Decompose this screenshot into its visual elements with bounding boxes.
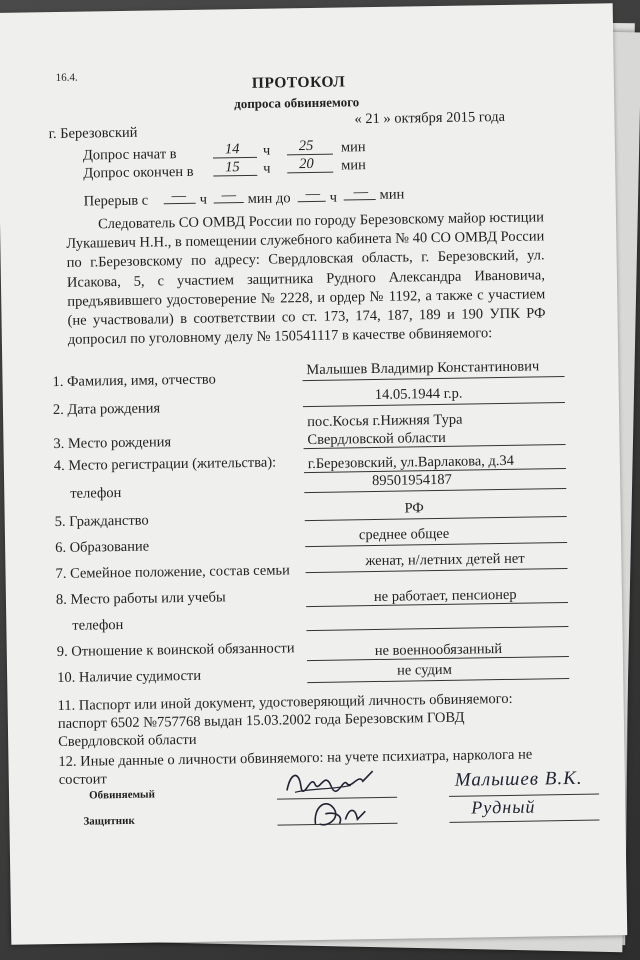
start-h-unit: ч — [262, 142, 271, 159]
protocol-page — [0, 3, 627, 945]
end-hour: 15 — [225, 159, 240, 176]
field-11-line-2: паспорт 6502 №757768 выдан 15.03.2002 года Березовским ГОВД — [57, 709, 465, 733]
field-10-value: не судим — [396, 661, 452, 679]
break-minute-to: — — [353, 184, 369, 201]
field-6-label: 6. Образование — [55, 538, 150, 557]
field-12-line-1: 12. Иные данные о личности обвиняемого: на учете психиатра, нарколога не — [58, 746, 533, 771]
start-min-unit: мин — [340, 139, 366, 156]
doc-title: ПРОТОКОЛ — [251, 73, 346, 92]
field-3-value-1: пос.Косья г.Нижняя Тура — [307, 411, 463, 431]
break-label: Перерыв с — [83, 192, 149, 210]
accused-name-handwritten: Малышев В.К. — [454, 767, 583, 791]
break-hour-to-line — [298, 201, 326, 202]
defender-signature-scribble — [305, 793, 386, 834]
field-3-label: 3. Место рождения — [53, 434, 172, 453]
field-12-line-2: состоит — [58, 771, 107, 789]
end-min-unit: мин — [341, 157, 366, 174]
field-2-value: 14.05.1944 г.р. — [374, 385, 463, 404]
field-1-label: 1. Фамилия, имя, отчество — [52, 371, 216, 391]
break-hour-to: — — [305, 185, 321, 203]
field-6-value: среднее общее — [358, 525, 450, 544]
break-h-unit-2: ч — [329, 189, 338, 206]
break-min-unit: мин — [379, 186, 405, 203]
intro-paragraph: Следователь СО ОМВД России по городу Березовскому майор юстиции Лукашевич Н.Н., в помещении служебного кабинета № 40 СО ОМВД России по г.Березовскому по адресу: Свердловская область, г. Березовский, ул. Исакова, 5, с участием защитника Рудного Александра Ивановича, предъявившего удостоверение № 2228, и ордер № 1192, а также с участием (не участвовали) в соответствии со ст. 173, 174, 187, 189 и 190 УПК РФ допросил по уголовному делу № 150541117 в качестве обвиняемого: — [66, 209, 546, 349]
defender-name-handwritten: Рудный — [471, 796, 536, 818]
field-10-label: 10. Наличие судимости — [57, 667, 202, 687]
field-4-label: 4. Место регистрации (жительства): — [53, 454, 277, 475]
field-8-value: не работает, пенсионер — [373, 586, 517, 606]
field-1-value: Малышев Владимир Константинович — [306, 358, 540, 379]
end-minute: 20 — [299, 155, 314, 173]
protocol-date: « 21 » октября 2015 года — [354, 108, 506, 128]
city: г. Березовский — [48, 124, 138, 143]
start-hour: 14 — [224, 141, 240, 158]
defender-signature-label: Защитник — [83, 814, 135, 828]
end-label: Допрос окончен в — [83, 163, 194, 182]
break-h-unit: ч — [199, 191, 208, 208]
start-minute: 25 — [298, 137, 314, 155]
accused-signature-label: Обвиняемый — [88, 788, 156, 802]
field-7-label: 7. Семейное положение, состав семьи — [55, 562, 290, 583]
break-hour-from: — — [171, 187, 187, 205]
end-hour-line — [213, 175, 257, 177]
end-minute-line — [287, 172, 333, 174]
field-9-label: 9. Отношение к воинской обязанности — [56, 640, 295, 661]
field-2-label: 2. Дата рождения — [52, 400, 161, 419]
phone-value: 89501954187 — [371, 471, 452, 490]
phone-label: телефон — [70, 484, 122, 502]
field-5-value: РФ — [404, 500, 424, 517]
field-11-line-3: Свердловской области — [58, 731, 197, 751]
doc-subtitle: допроса обвиняемого — [234, 94, 360, 112]
break-to-label: мин до — [247, 190, 291, 207]
field-7-value: женат, н/летних детей нет — [365, 550, 525, 570]
field-9-value: не военнообязанный — [374, 641, 503, 660]
field-8-label: 8. Место работы или учебы — [55, 589, 226, 609]
start-label: Допрос начат в — [82, 146, 177, 164]
field-5-line — [305, 516, 567, 521]
field-5-label: 5. Гражданство — [54, 512, 149, 531]
doc-number: 16.4. — [55, 71, 78, 84]
field-3-value-2: Свердловской области — [307, 429, 446, 449]
field-4-value: г.Березовский, ул.Варлакова, д.34 — [307, 452, 515, 473]
end-h-unit: ч — [263, 160, 271, 177]
defender-name-line — [449, 820, 599, 823]
field-8-phone-line — [306, 626, 568, 631]
field-11-line-1: 11. Паспорт или иной документ, удостоверяющий личность обвиняемого: — [57, 690, 513, 715]
field-8-phone-label: телефон — [72, 616, 124, 634]
break-minute-from: — — [221, 187, 237, 204]
